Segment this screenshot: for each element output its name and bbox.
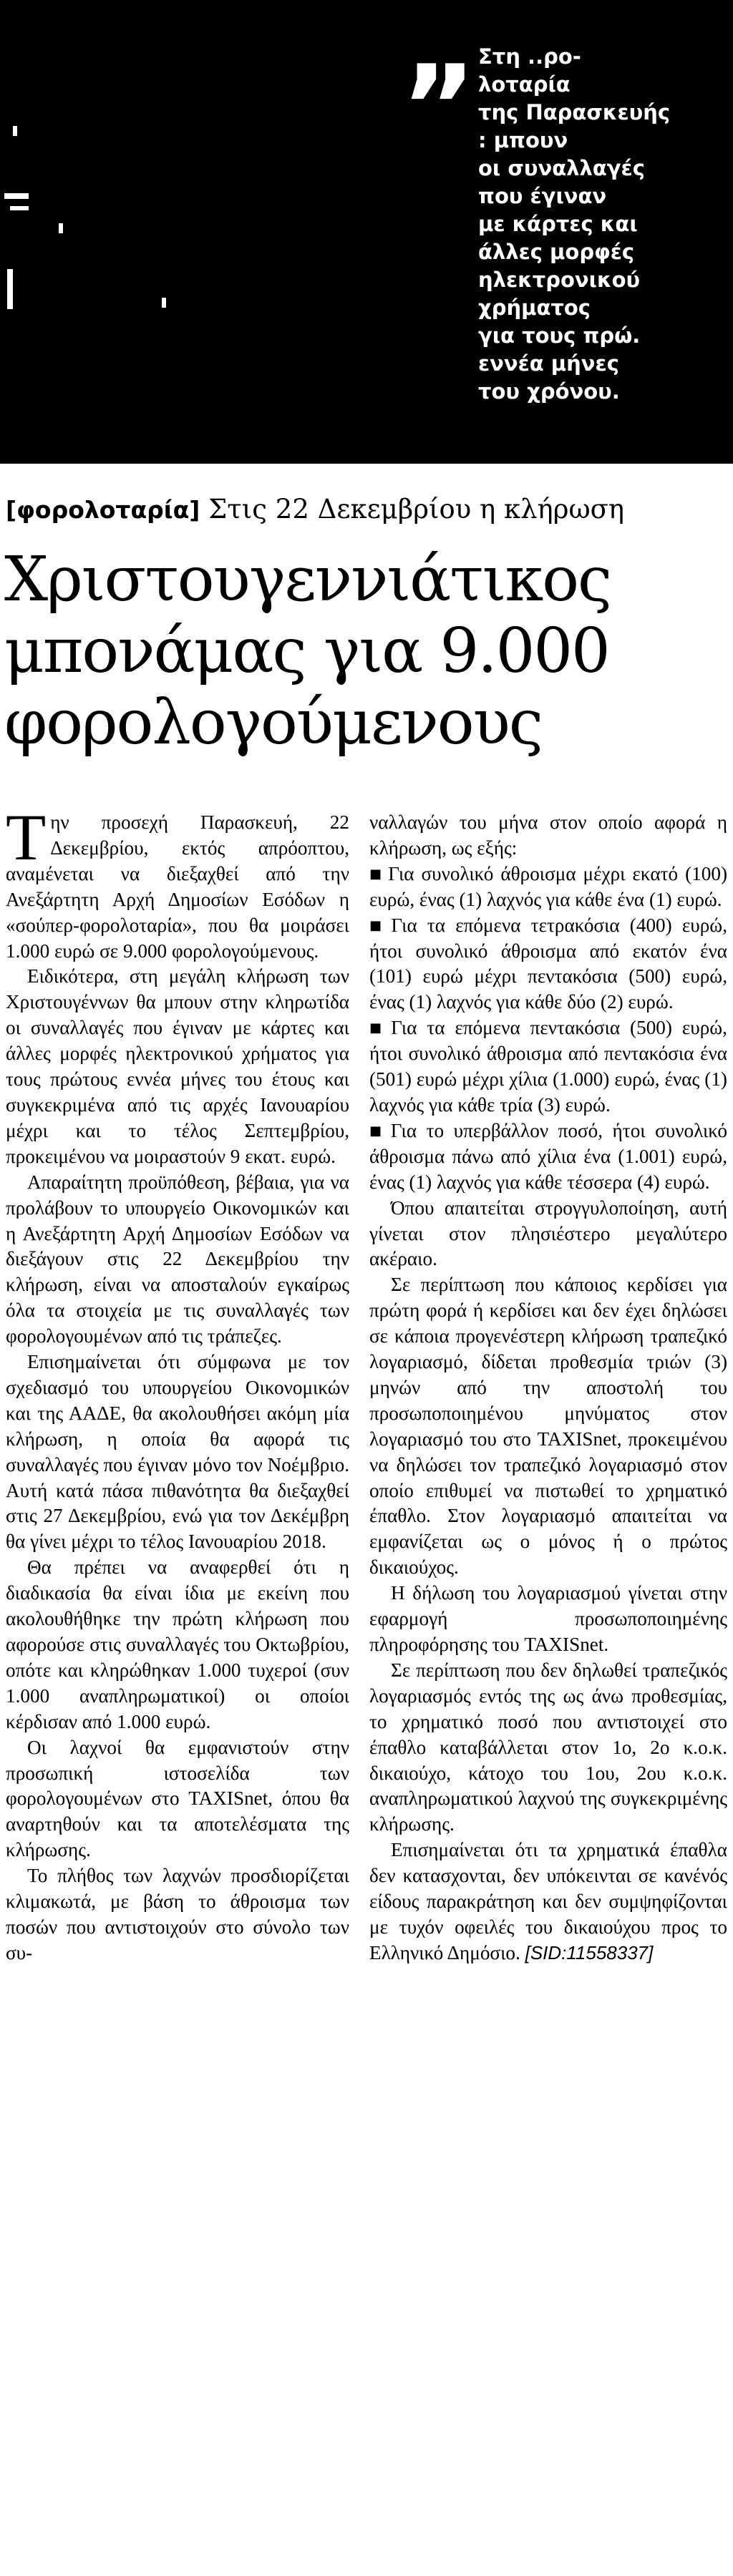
headline-line: φορολογούμενους xyxy=(4,687,543,758)
bullet-item xyxy=(369,913,727,1016)
body-paragraph: Ειδικότερα, στη μεγάλη κλήρωση των Χριστουγέννων θα μπουν στην κληρωτίδα οι συναλλαγές που έγιναν με κάρτες και άλλες μορφές ηλεκτρονικού χρήματος για τους πρώτους εννέα μήνες του έτους και συγκεκριμένα από τις αρχές Ιανουαρίου μέχρι και το τέλος Σεπτεμβρίου, προκειμένου να μοιραστούν 9 εκατ. ευρώ. xyxy=(6,965,349,1167)
bullet-icon: ■ xyxy=(369,866,384,882)
paragraph-text: ην προσεχή Παρασκευή, 22 Δεκεμβρίου, εκτός απρόοπτου, αναμένεται να διεξαχθεί από την Ανεξάρτητη Αρχή Δημοσίων Εσόδων η «σούπερ-φορολοταρία», που θα μοιράσει 1.000 ευρώ σε 9.000 φορολογούμενους. xyxy=(6,811,349,962)
article-headline xyxy=(4,544,727,758)
body-paragraph: Οι λαχνοί θα εμφανιστούν στην προσωπική ιστοσελίδα των φορολογουμένων στο TAXISnet, όπου θα αναρτηθούν και τα αποτελέσματα της κλήρωσης. xyxy=(6,1736,349,1861)
bullet-icon: ■ xyxy=(369,1020,387,1036)
bullet-item xyxy=(369,1015,727,1118)
bullet-icon: ■ xyxy=(369,1123,387,1138)
kicker-text: Στις 22 Δεκεμβρίου η κλήρωση xyxy=(200,494,625,525)
print-speck xyxy=(4,193,29,199)
right-column xyxy=(369,810,727,1966)
pull-quote-line: οι συναλλαγές xyxy=(478,156,645,180)
body-paragraph: Σε περίπτωση που κάποιος κερδίσει για πρώτη φορά ή κερδίσει και δεν έχει δηλώσει σε κάποια προγενέστερη κλήρωση τραπεζικό λογαριασμό, δίδεται προθεσμία τριών (3) μηνών από την αποστολή του προσωποποιημένου μηνύματος στον λογαριασμό του στο TAXISnet, προκειμένου να δηλώσει τον τραπεζικό λογαριασμό στον οποίο επιθυμεί να πιστωθεί το χρηματικό έπαθλο. Στον λογαριασμό απαιτείται να εμφανίζεται ως ο μόνος ή ο πρώτος δικαιούχος. xyxy=(369,1274,727,1579)
headline-line: Χριστουγεννιάτικος xyxy=(4,544,611,615)
section-tag: [φορολοταρία] xyxy=(6,496,200,524)
pull-quote-line: Στη ..ρο- xyxy=(478,44,581,69)
print-speck xyxy=(59,223,63,233)
bullet-text: Για τα επόμενα τετρακόσια (400) ευρώ, ήτοι συνολικό άθροισμα από εκατόν ένα (101) ευρώ μέχρι πεντακόσια (500) ευρώ, ένας (1) λαχνός για κάθε δύο (2) ευρώ. xyxy=(369,914,727,1013)
pull-quote-line: άλλες μορφές xyxy=(478,240,635,264)
bullet-item xyxy=(369,1118,727,1196)
pull-quote-line: λοταρία xyxy=(478,72,571,97)
paragraph-text: Επισημαίνεται ότι τα χρηματικά έπαθλα δεν κατασχονται, δεν υπόκεινται σε κανένός είδους παρακράτηση και δεν συμψηφίζονται με τυχόν οφειλές του δικαιούχου προς το Ελληνικό Δημόσιο. xyxy=(369,1839,727,1963)
bullet-text: Για το υπερβάλλον ποσό, ήτοι συνολικό άθροισμα πάνω από χίλια ένα (1.001) ευρώ, ένας (1) λαχνός για κάθε τέσσερα (4) ευρώ. xyxy=(369,1119,728,1193)
print-speck xyxy=(7,269,13,309)
headline-line: μπονάμας για 9.000 xyxy=(4,615,609,687)
pull-quote-line: : μπουν xyxy=(478,128,568,152)
pull-quote-line: της Παρασκευής xyxy=(478,100,671,125)
pull-quote-box xyxy=(0,0,733,464)
body-paragraph xyxy=(369,1838,727,1966)
bullet-text: Για τα επόμενα πεντακόσια (500) ευρώ, ήτοι συνολικό άθροισμα από πεντακόσια ένα (501) ευρώ μέχρι χίλια (1.000) ευρώ, ένας (1) λαχνός για κάθε τρία (3) ευρώ. xyxy=(369,1017,727,1116)
body-paragraph: ναλλαγών του μήνα στον οποίο αφορά η κλήρωση, ως εξής: xyxy=(369,811,727,859)
print-speck xyxy=(13,126,17,136)
source-id: [SID:11558337] xyxy=(525,1941,654,1963)
bullet-item xyxy=(369,862,727,913)
pull-quote-line: του χρόνου. xyxy=(478,379,620,404)
drop-cap: Τ xyxy=(6,801,47,874)
left-column xyxy=(6,801,349,1966)
print-speck xyxy=(162,298,166,308)
quote-mark-icon: ” xyxy=(401,40,461,174)
article-kicker xyxy=(6,494,624,525)
body-paragraph: Επισημαίνεται ότι σύμφωνα με τον σχεδιασμό του υπουργείου Οικονομικών και της ΑΑΔΕ, θα ακολουθήσει ακόμη μία κλήρωση, η οποία θα αφορά τις συναλλαγές που έγιναν μόνο τον Νοέμβριο. Αυτή κατά πάσα πιθανότητα θα διεξαχθεί στις 27 Δεκεμβρίου, ενώ για τον Δεκέμβρη θα γίνει μέχρι το τέλος Ιανουαρίου 2018. xyxy=(6,1351,349,1553)
body-paragraph: Σε περίπτωση που δεν δηλωθεί τραπεζικός λογαριασμός εντός της ως άνω προθεσμίας, το χρηματικό ποσό που αντιστοιχεί στο έπαθλο καταβάλλεται στον 1ο, 2ο κ.ο.κ. δικαιούχο, κάτοχο του 1ου, 2ου κ.ο.κ. αναπληρωματικού λαχνού της συγκεκριμένης κλήρωσης. xyxy=(369,1659,727,1835)
pull-quote-line: με κάρτες και xyxy=(478,212,638,236)
pull-quote-line: χρήματος xyxy=(478,296,591,320)
body-paragraph: Η δήλωση του λογαριασμού γίνεται στην εφαρμογή προσωποποιημένης πληροφόρησης του TAXISnet. xyxy=(369,1582,727,1655)
bullet-text: Για συνολικό άθροισμα μέχρι εκατό (100) ευρώ, ένας (1) λαχνός για κάθε ένα (1) ευρώ. xyxy=(369,862,727,910)
body-paragraph: Απαραίτητη προϋπόθεση, βέβαια, για να προλάβουν το υπουργείο Οικονομικών και η Ανεξάρτητη Αρχή Δημοσίων Εσόδων να διεξάγουν στις 22 Δεκεμβρίου την κλήρωση, είναι να αποσταλούν εγκαίρως όλα τα στοιχεία με τις συναλλαγές των φορολογουμένων από τις τράπεζες. xyxy=(6,1171,349,1347)
pull-quote-line: εννέα μήνες xyxy=(478,351,619,376)
pull-quote-text xyxy=(478,43,722,406)
body-paragraph: Το πλήθος των λαχνών προσδιορίζεται κλιμακωτά, με βάση το άθροισμα των ποσών που αντιστοιχούν στο σύνολο των συ- xyxy=(6,1865,349,1963)
body-paragraph: Θα πρέπει να αναφερθεί ότι η διαδικασία θα είναι ίδια με εκείνη που ακολουθήθηκε την πρώτη κλήρωση που αφορούσε στις συναλλαγές του Οκτωβρίου, οπότε και κληρώθηκαν 1.000 τυχεροί (συν 1.000 αναπληρωματικοί) οι οποίοι κέρδισαν από 1.000 ευρώ. xyxy=(6,1556,349,1732)
bullet-icon: ■ xyxy=(369,917,387,933)
pull-quote-line: ηλεκτρονικού xyxy=(478,268,641,292)
print-speck xyxy=(10,206,29,210)
pull-quote-line: που έγιναν xyxy=(478,184,607,208)
pull-quote-line: για τους πρώ. xyxy=(478,323,641,348)
body-paragraph xyxy=(6,801,349,964)
body-paragraph: Όπου απαιτείται στρογγυλοποίηση, αυτή γίνεται στον πλησιέστερο μεγαλύτερο ακέραιο. xyxy=(369,1196,727,1270)
